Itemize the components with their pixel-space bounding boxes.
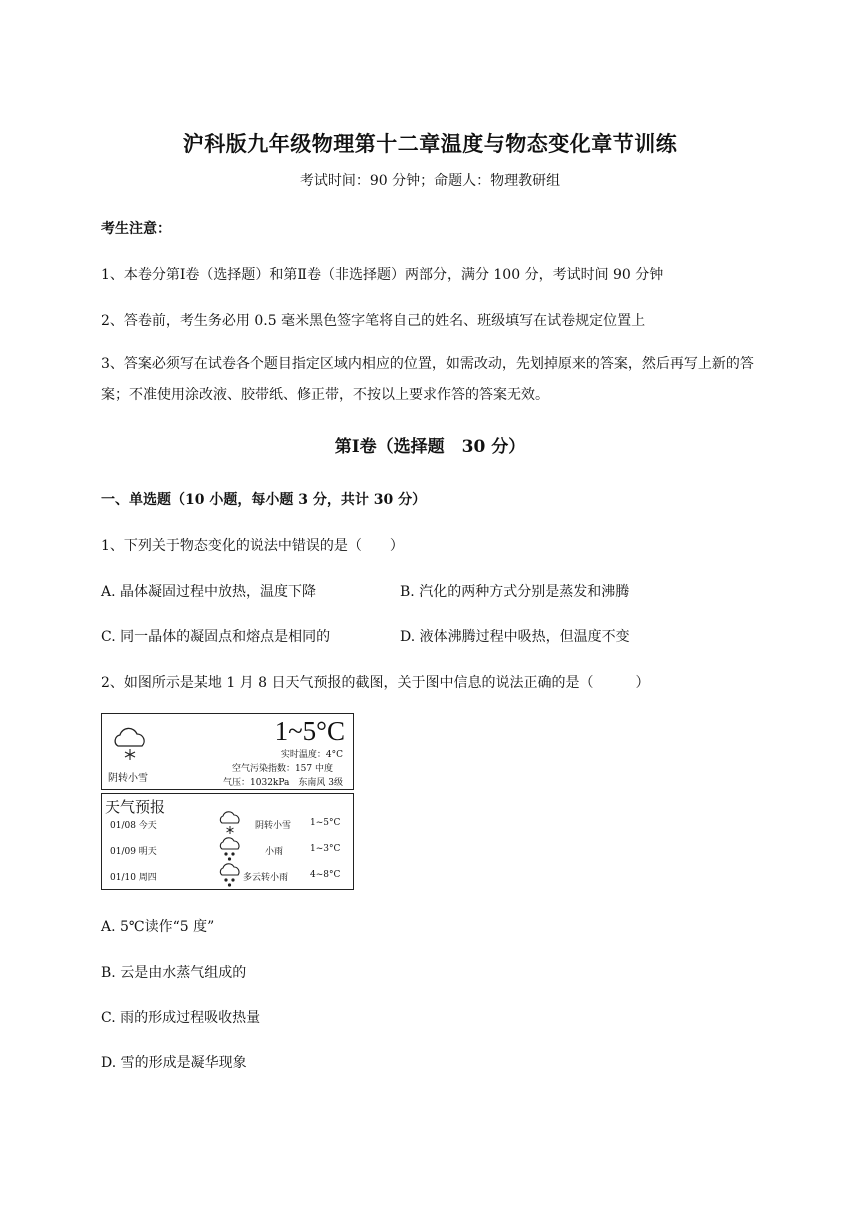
section-title: 第Ⅰ卷（选择题 30 分）: [334, 437, 526, 457]
realtime-temp: 实时温度：4°C: [280, 750, 343, 760]
weather-figure: [101, 713, 354, 890]
rain-cloud-icon: [218, 836, 242, 862]
notice-item-2: 2、答卷前，考生务必用 0.5 毫米黑色签字笔将自己的姓名、班级填写在试卷规定位置上: [101, 313, 646, 329]
snow-cloud-icon: [110, 726, 150, 762]
question-1-option-c: C. 同一晶体的凝固点和熔点是相同的: [101, 629, 331, 645]
forecast-date: 01/10 周四: [110, 873, 157, 883]
current-weather-panel: [101, 713, 354, 790]
forecast-date: 01/08 今天: [110, 821, 157, 831]
forecast-range: 1~3°C: [310, 844, 341, 854]
current-temp-range: 1~5°C: [274, 716, 345, 746]
notice-item-1: 1、本卷分第Ⅰ卷（选择题）和第Ⅱ卷（非选择题）两部分，满分 100 分，考试时间 90 分钟: [101, 267, 664, 283]
forecast-panel: [101, 793, 354, 890]
forecast-condition: 阴转小雪: [255, 821, 292, 831]
page-title: 沪科版九年级物理第十二章温度与物态变化章节训练: [182, 131, 678, 156]
question-1-stem: 1、下列关于物态变化的说法中错误的是（ ）: [101, 538, 404, 554]
rain-cloud-icon: [218, 862, 242, 888]
pressure-wind: 气压：1032kPa 东南风 3级: [223, 778, 343, 788]
notice-item-3: 3、答案必须写在试卷各个题目指定区域内相应的位置，如需改动，先划掉原来的答案，然后再写上新的答案；不准使用涂改液、胶带纸、修正带，不按以上要求作答的答案无效。: [101, 356, 754, 403]
question-1-option-b: B. 汽化的两种方式分别是蒸发和沸腾: [400, 584, 630, 600]
air-quality: 空气污染指数：157 中度: [231, 764, 333, 774]
forecast-range: 4~8°C: [310, 870, 341, 880]
question-2-stem: 2、如图所示是某地 1 月 8 日天气预报的截图，关于图中信息的说法正确的是（ ）: [101, 675, 650, 691]
question-2-option-a: A. 5℃读作“5 度”: [101, 919, 215, 935]
forecast-condition: 多云转小雨: [243, 873, 289, 883]
question-2-option-c: C. 雨的形成过程吸收热量: [101, 1010, 261, 1026]
forecast-date: 01/09 明天: [110, 847, 157, 857]
snow-cloud-icon: [218, 810, 242, 836]
current-condition: 阴转小雪: [108, 773, 148, 784]
forecast-condition: 小雨: [265, 847, 284, 857]
part-heading: 一、单选题（10 小题，每小题 3 分，共计 30 分）: [101, 492, 427, 508]
exam-info: 考试时间：90 分钟；命题人：物理教研组: [299, 173, 561, 189]
forecast-title: 天气预报: [105, 798, 166, 816]
notice-heading: 考生注意：: [101, 221, 171, 237]
question-1-option-a: A. 晶体凝固过程中放热，温度下降: [101, 584, 317, 600]
question-1-option-d: D. 液体沸腾过程中吸热，但温度不变: [400, 629, 630, 645]
question-2-option-b: B. 云是由水蒸气组成的: [101, 965, 247, 981]
forecast-range: 1~5°C: [310, 818, 341, 828]
question-2-option-d: D. 雪的形成是凝华现象: [101, 1055, 247, 1071]
